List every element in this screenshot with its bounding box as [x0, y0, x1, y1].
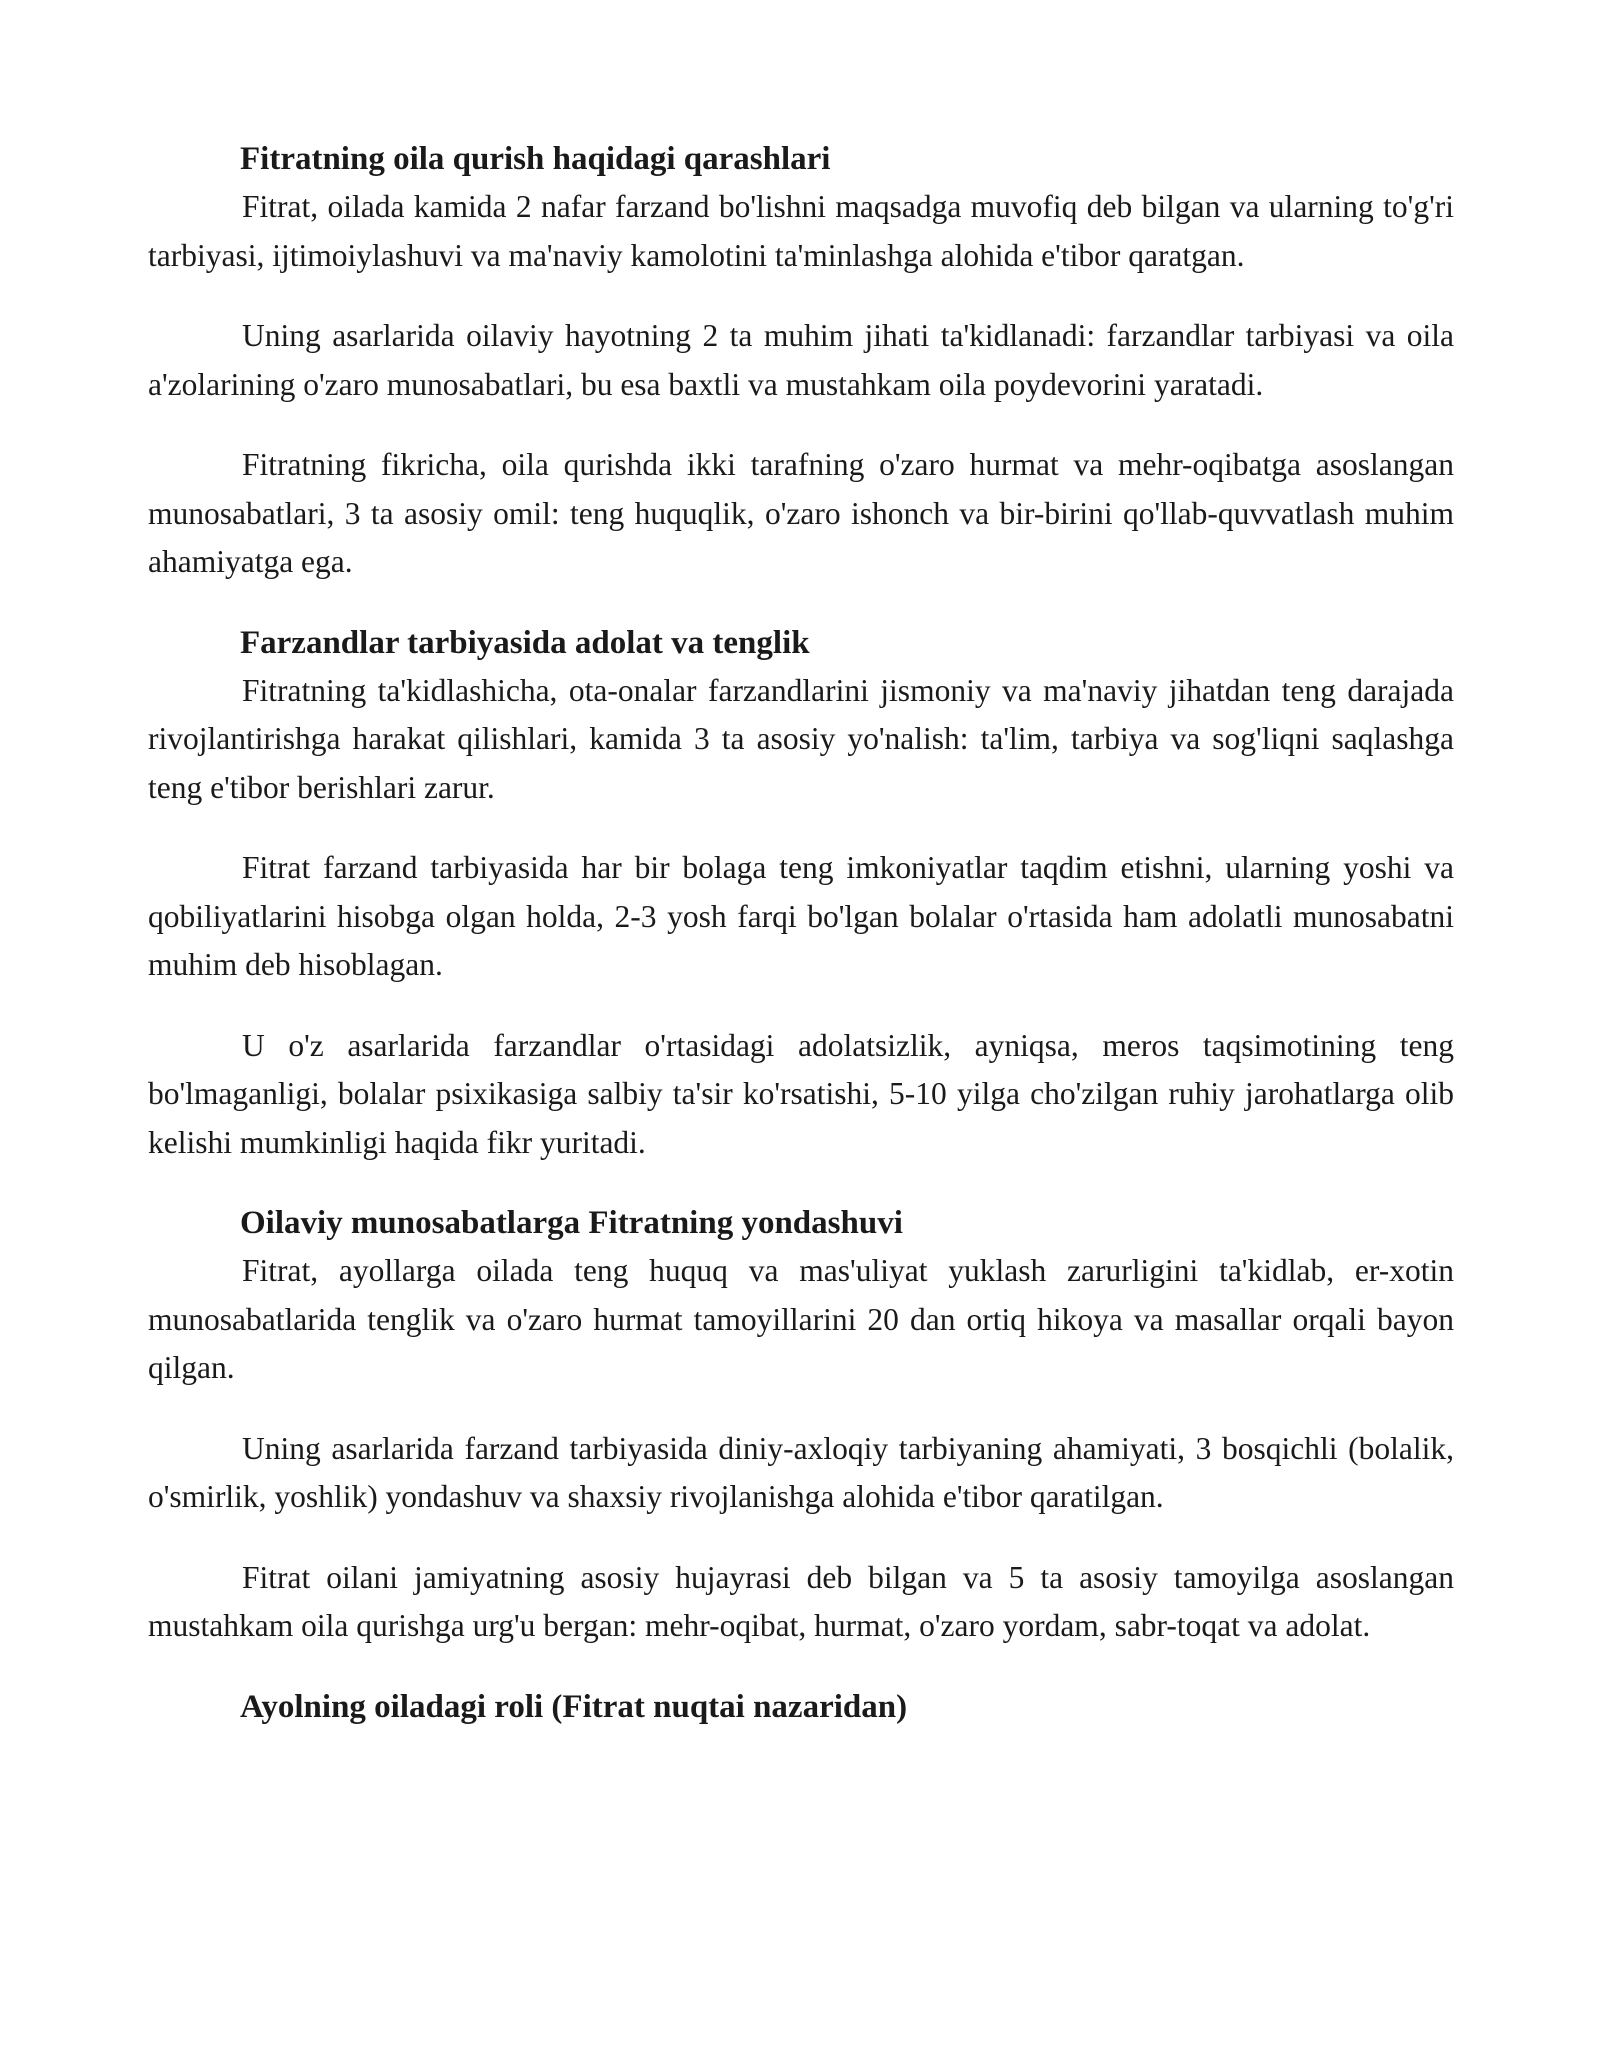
section-heading: Ayolning oiladagi roli (Fitrat nuqtai nazaridan): [240, 1688, 908, 1725]
paragraph: Fitrat farzand tarbiyasida har bir bolaga teng imkoniyatlar taqdim etishni, ularning yoshi va qobiliyatlarini hisobga olgan holda, 2-3 yosh farqi bo'lgan bolalar o'rtasida ham adolatli munosabatni muhim deb hisoblagan.: [148, 850, 1454, 982]
section-heading: Farzandlar tarbiyasida adolat va tenglik: [240, 624, 810, 661]
paragraph: Fitratning ta'kidlashicha, ota-onalar farzandlarini jismoniy va ma'naviy jihatdan teng darajada rivojlantirishga harakat qilishlari, kamida 3 ta asosiy yo'nalish: ta'lim, tarbiya va sog'liqni saqlashga teng e'tibor berishlari zarur.: [148, 672, 1454, 805]
paragraph: U o'z asarlarida farzandlar o'rtasidagi adolatsizlik, ayniqsa, meros taqsimotining teng bo'lmaganligi, bolalar psixikasiga salbiy ta'sir ko'rsatishi, 5-10 yilga cho'zilgan ruhiy jarohatlarga olib kelishi mumkinligi haqida fikr yuritadi.: [148, 1027, 1454, 1160]
paragraph: Fitrat, ayollarga oilada teng huquq va mas'uliyat yuklash zarurligini ta'kidlab, er-xotin munosabatlarida tenglik va o'zaro hurmat tamoyillarini 20 dan ortiq hikoya va masallar orqali bayon qilgan.: [148, 1253, 1454, 1385]
document-page: [148, 135, 1454, 1731]
paragraph: Fitratning fikricha, oila qurishda ikki tarafning o'zaro hurmat va mehr-oqibatga asoslangan munosabatlari, 3 ta asosiy omil: teng huquqlik, o'zaro ishonch va bir-birini qo'llab-quvvatlash muhim ahamiyatga ega.: [148, 447, 1454, 579]
paragraph: Fitrat, oilada kamida 2 nafar farzand bo'lishni maqsadga muvofiq deb bilgan va ularning to'g'ri tarbiyasi, ijtimoiylashuvi va ma'naviy kamolotini ta'minlashga alohida e'tibor qaratgan.: [148, 189, 1454, 273]
paragraph: Uning asarlarida oilaviy hayotning 2 ta muhim jihati ta'kidlanadi: farzandlar tarbiyasi va oila a'zolarining o'zaro munosabatlari, bu esa baxtli va mustahkam oila poydevorini yaratadi.: [148, 318, 1454, 402]
paragraph: Fitrat oilani jamiyatning asosiy hujayrasi deb bilgan va 5 ta asosiy tamoyilga asoslangan mustahkam oila qurishga urg'u bergan: mehr-oqibat, hurmat, o'zaro yordam, sabr-toqat va adolat.: [148, 1559, 1454, 1643]
paragraph: Uning asarlarida farzand tarbiyasida diniy-axloqiy tarbiyaning ahamiyati, 3 bosqichli (bolalik, o'smirlik, yoshlik) yondashuv va shaxsiy rivojlanishga alohida e'tibor qaratilgan.: [148, 1430, 1454, 1514]
section-heading: Oilaviy munosabatlarga Fitratning yondashuvi: [240, 1205, 903, 1241]
section-heading: Fitratning oila qurish haqidagi qarashlari: [240, 141, 831, 177]
